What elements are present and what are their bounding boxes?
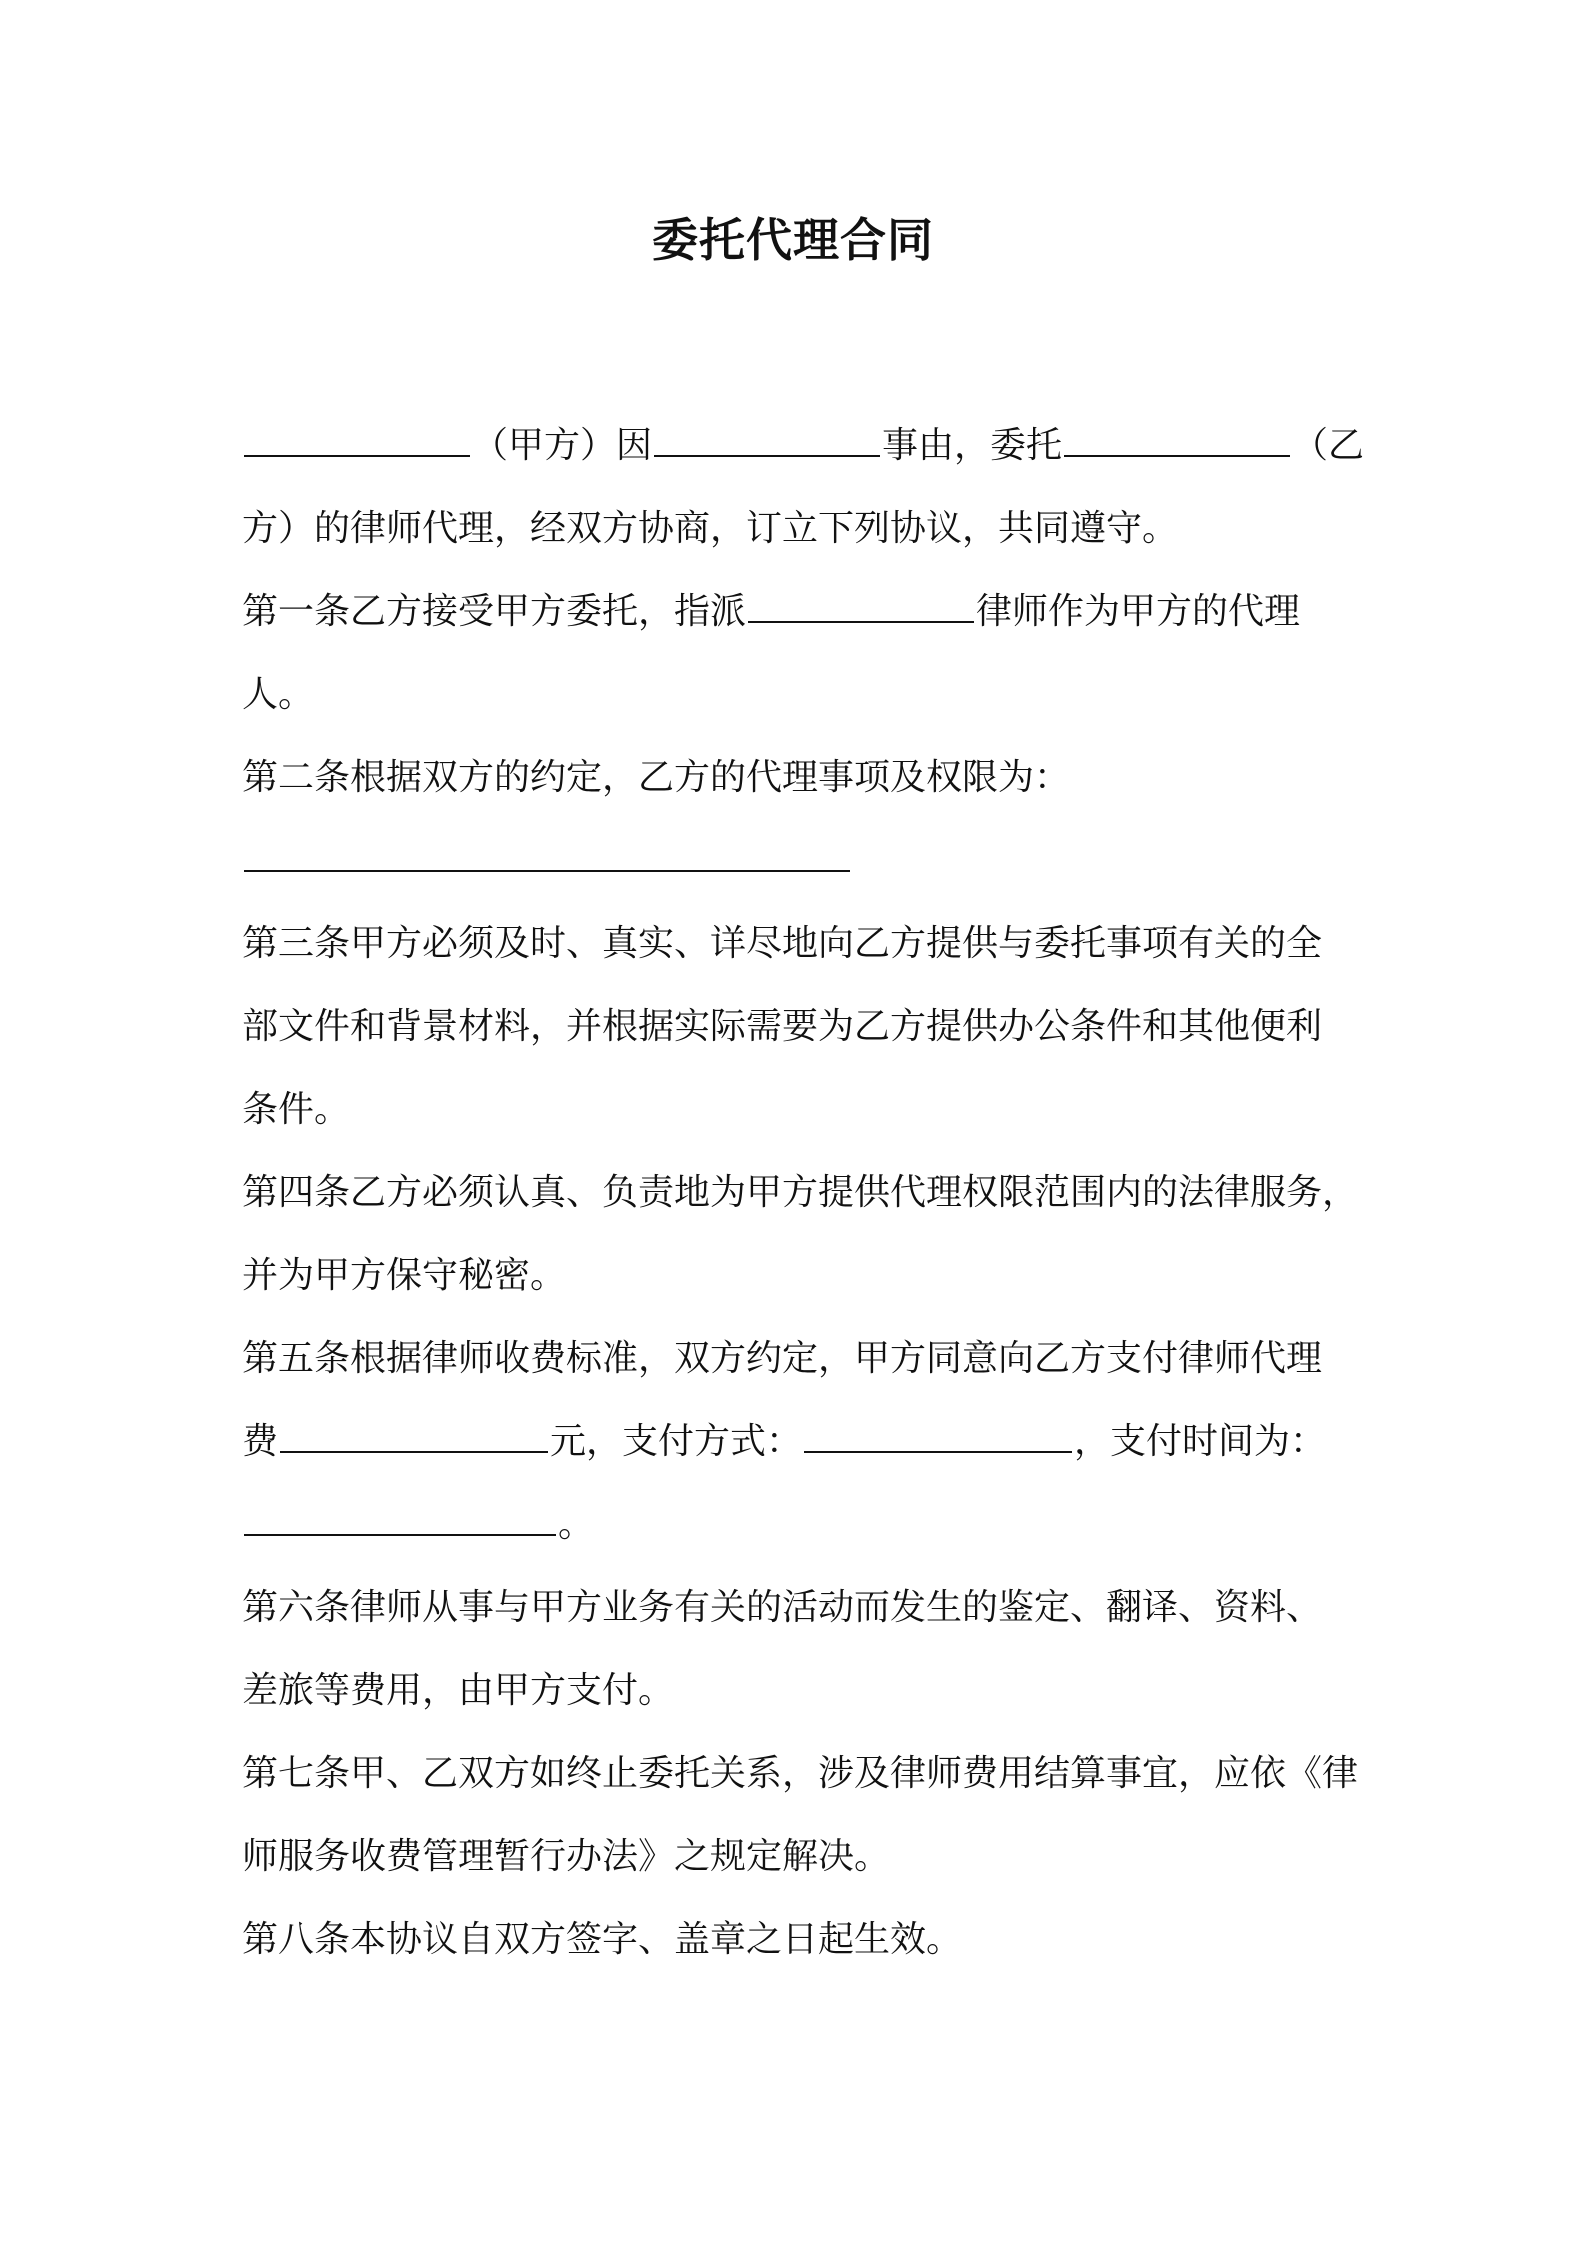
- paragraph-line: 差旅等费用，由甲方支付。: [242, 1670, 675, 1711]
- paragraph-line: 条件。: [242, 1089, 351, 1130]
- fee-amount-blank[interactable]: [280, 1415, 548, 1453]
- paragraph-line: 部文件和背景材料，并根据实际需要为乙方提供办公条件和其他便利: [242, 1006, 1323, 1047]
- contract-body: [242, 404, 1372, 1981]
- authority-scope-blank[interactable]: [244, 834, 850, 872]
- paragraph-line: 方）的律师代理，经双方协商，订立下列协议，共同遵守。: [242, 508, 1179, 549]
- payment-time-blank[interactable]: [244, 1498, 556, 1536]
- party-a-blank[interactable]: [244, 419, 470, 457]
- paragraph-line: 。: [242, 1483, 1372, 1566]
- reason-blank[interactable]: [654, 419, 880, 457]
- party-b-blank[interactable]: [1064, 419, 1290, 457]
- article-2: 第二条根据双方的约定，乙方的代理事项及权限为：: [242, 757, 1071, 798]
- paragraph-line: 并为甲方保守秘密。: [242, 1255, 567, 1296]
- lawyer-name-blank[interactable]: [748, 585, 974, 623]
- article-3: 第三条甲方必须及时、真实、详尽地向乙方提供与委托事项有关的全: [242, 923, 1323, 964]
- document-title: 委托代理合同: [652, 213, 934, 267]
- article-6: 第六条律师从事与甲方业务有关的活动而发生的鉴定、翻译、资料、: [242, 1587, 1323, 1628]
- payment-method-blank[interactable]: [804, 1415, 1072, 1453]
- article-5: 第五条根据律师收费标准，双方约定，甲方同意向乙方支付律师代理: [242, 1338, 1323, 1379]
- article-8: 第八条本协议自双方签字、盖章之日起生效。: [242, 1919, 963, 1960]
- article-4: 第四条乙方必须认真、负责地为甲方提供代理权限范围内的法律服务，: [242, 1172, 1359, 1213]
- article-1: 第一条乙方接受甲方委托，指派 律师作为甲方的代理: [242, 570, 1372, 653]
- paragraph-line: 费 元，支付方式： ，支付时间为：: [242, 1400, 1372, 1483]
- paragraph-line: [242, 819, 1372, 902]
- article-7: 第七条甲、乙双方如终止委托关系，涉及律师费用结算事宜，应依《律: [242, 1753, 1359, 1794]
- paragraph-line: （甲方）因 事由，委托 （乙: [242, 404, 1372, 487]
- paragraph-line: 人。: [242, 674, 315, 715]
- paragraph-line: 师服务收费管理暂行办法》之规定解决。: [242, 1836, 891, 1877]
